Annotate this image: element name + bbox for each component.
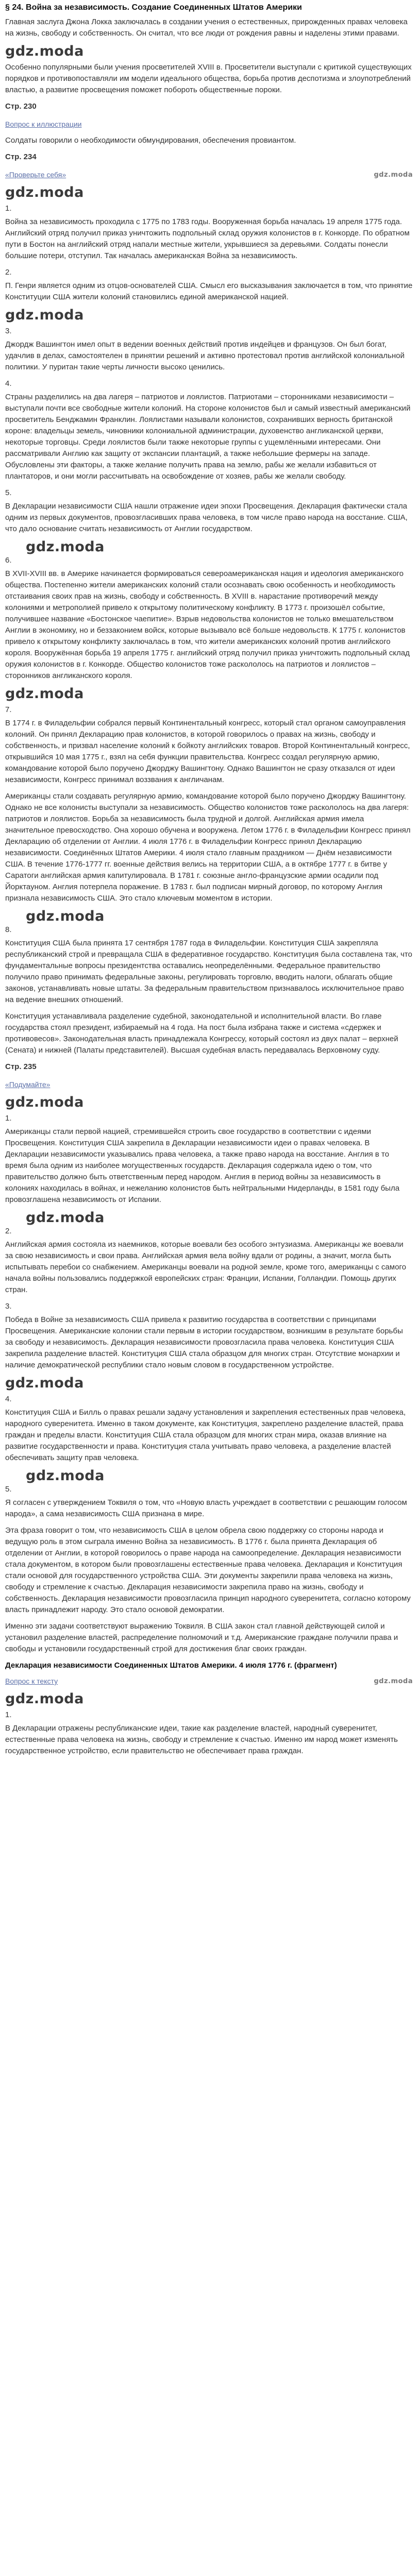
- answer-block: [5, 1484, 413, 1520]
- answer-text: В XVII-XVIII вв. в Америке начинается формироваться североамериканская нация и идеология американского общества. Постепенно жители американских колоний стали осознавать свою особенность и необходимость отстаивания своих прав на жизнь, свободу и собственность. В XVIII в. нарастание противоречий между колониями и метрополией привело к открытому политическому конфликту. В 1773 г. произошёл событие, получившее название «Бостонское чаепитие». Взрыв недовольства колонистов не только вмешательством Англии в экономику, но и беззаконием войск, которые вызывало всё больше недовольств. К 1775 г. колонистов привело к открытому конфликту заключалась в том, что жители американских колоний против английского короля. Вооружённая борьба 19 апреля 1775 г. английский отряд получил приказ уничтожить подпольный склад оружия колонистов в г. Конкорде. Общество колонистов тоже раскололось на патриотов и лоялистов – сторонников англиканского короля.: [5, 569, 410, 680]
- answer-text: В 1774 г. в Филадельфии собрался первый Континентальный конгресс, который стал органом самоуправления колоний. Он принял Декларацию прав колонистов, в которой говорилось о правах на жизнь, свободу и собственность, и призвал население колоний к бойкоту английских товаров. Второй Континентальный конгресс, открывшийся 10 мая 1775 г., взял на себя функции правительства. Конгресс создал регулярную армию, командование которой было поручено Джорджу Вашингтону. Однако Вашингтон не сразу отказался от идеи независимости, Конгресс принимал воззвания к англичанам.: [5, 719, 410, 784]
- answer-block: [5, 326, 413, 373]
- watermark-logo: gdz.moda: [5, 43, 84, 59]
- illustration-answer: Солдаты говорили о необходимости обмундирования, обеспечения провиантом.: [5, 136, 296, 145]
- answer-number: 5.: [5, 1485, 12, 1494]
- think-link[interactable]: «Подумайте»: [5, 1080, 51, 1089]
- answer-number: 8.: [5, 925, 12, 934]
- answer-block: [5, 1301, 413, 1371]
- answer-block: [5, 203, 413, 262]
- answer-number: 2.: [5, 268, 12, 277]
- answer-block: [5, 1525, 413, 1616]
- answer-text: Эта фраза говорит о том, что независимость США в целом обрела свою поддержку со стороны народа и ведущую роль в этом сыграла именно Война за независимость. В 1776 г. была принята Декларация об отделении от Англии, в которой говорилось о праве народа на самоопределение. Декларация независимости стала документом, в котором были провозглашены естественные права человека. Декларация и Конституция стали основой для государственного устройства США. Эти документы закрепили права человека на жизнь, свободу и стремление к счастью. Декларация независимости закрепила право на жизнь, свободу и собственность. Декларация независимости провозгласила принцип народного суверенитета, согласно которому власть принадлежит народу. Это стало основой демократии.: [5, 1526, 411, 1614]
- answer-text: Я согласен с утверждением Токвиля о том, что «Новую власть учреждает в соответствии с решающим голосом народа», а сама независимость США признана в мире.: [5, 1498, 407, 1518]
- answer-text: В Декларации независимости США нашли отражение идеи эпохи Просвещения. Декларация фактически стала одним из первых документов, провозгласивших права человека, в том числе право народа на восстание. США, что дало основание считать независимость от Англии государством.: [5, 502, 408, 533]
- watermark-logo: gdz.moda: [5, 307, 84, 323]
- answer-text: П. Генри является одним из отцов-основателей США. Смысл его высказывания заключается в том, что принятие Конституции США жители колоний становились единой американской нацией.: [5, 281, 413, 301]
- answer-text: Страны разделились на два лагеря – патриотов и лоялистов. Патриотами – сторонниками независимости – выступали почти все свободные жители колоний. На стороне колонистов был и самый известный американский просветитель Бенджамин Франклин. Лоялистами называли колонистов, сохранивших верность британской короне: владельцы земель, чиновники колониальной администрации, духовенство англиканской церкви, некоторые торговцы. Среди лоялистов были также некоторые группы с ущемлёнными интересами. Они рассматривали Англию как защиту от экспансии плантаций, а также небольшие фермеры на западе. Обусловлены эти факторы, а также желание получить права на землю, рабы же желали избавиться от плантаторов, и они могли рассчитывать на освобождение от хозяев, рабы же желали свободу.: [5, 393, 411, 481]
- answer-block: [5, 791, 413, 904]
- answer-text: Английская армия состояла из наемников, которые воевали без особого энтузиазма. Американцы же воевали за свою независимость и свои права. Английская армия вела войну вдали от родины, а значит, могла быть испытывать перебои со снабжением. Американцы воевали на родной земле, кроме того, американцы с самого начала войны пользовались поддержкой европейских стран: Франции, Испании, Голландии. Помощь других стран.: [5, 1240, 406, 1294]
- answer-number: 6.: [5, 556, 12, 565]
- answer-block: [5, 1226, 413, 1296]
- answer-number: 4.: [5, 1395, 12, 1403]
- watermark-logo: gdz.moda: [26, 1468, 105, 1484]
- answer-number: 3.: [5, 327, 12, 335]
- intro-paragraph-1: Главная заслуга Джона Локка заключалась в создании учения о естественных, прирожденных правах человека на жизнь, свободу и собственность. Он считал, что все люди от рождения равны и наделены этими правами.: [5, 18, 408, 38]
- watermark-logo: gdz.moda: [26, 539, 105, 555]
- answer-block: [5, 1011, 413, 1056]
- answer-text: Конституция США была принята 17 сентября 1787 года в Филадельфии. Конституция США закрепляла республиканский строй и превращала США в федеративное государство. Конституция была составлена так, что фундаментальные вопросы президентства оставались неопределёнными. Федеральное правительство получило право принимать федеральные законы, регулировать торговлю, вводить налоги, облагать общие законов, устанавливать новые штаты. За федеральным правительством признавалось исключительное право на ведение внешних отношений.: [5, 939, 412, 1004]
- answer-number: 2.: [5, 1227, 12, 1235]
- answer-number: 1.: [5, 1710, 12, 1719]
- watermark-logo: gdz.moda: [5, 686, 84, 702]
- page-ref-234: Стр. 234: [5, 152, 37, 161]
- answer-block: [5, 1709, 413, 1757]
- answer-number: 3.: [5, 1302, 12, 1311]
- answer-text: Американцы стали первой нацией, стремившейся строить свое государство в соответствии с идеями Просвещения. Конституция США закрепила в Декларации независимости идеи о правах человека. В Декларации независимости указывались права человека, а также право народа на восстание. Англия в то время была одним из наиболее могущественных государств. Декларация содержала идею о том, что правительство должно быть ответственным перед народом. Англия в период войны за независимость в колониях находилась в войнах, и нежеланию колонистов быть нейтральными Нидерланды, в 1581 году была провозглашена независимость от Испании.: [5, 1127, 400, 1204]
- page-title: § 24. Война за независимость. Создание Соединенных Штатов Америки: [5, 3, 302, 12]
- watermark-logo-small: gdz.moda: [374, 171, 413, 179]
- watermark-logo: gdz.moda: [5, 1375, 84, 1391]
- answer-text: Победа в Войне за независимость США привела к развитию государства в соответствии с принципами Просвещения. Американские колонии стали первым в истории государством, возникшим в результате борьбы за свободу и независимость. Декларация независимости провозгласила права человека. Конституция США закрепила разделение властей. Конституция США стала образцом для многих стран. Отсутствие монархии и наличие демократической республики стало новым словом в государственном устройстве.: [5, 1315, 403, 1369]
- answer-number: 5.: [5, 488, 12, 497]
- answer-number: 4.: [5, 379, 12, 388]
- intro-paragraph-2: Особенно популярными были учения просветителей XVIII в. Просветители выступали с критикой существующих порядков и противопоставляли им модели идеального общества, борьба против деспотизма и злоупотреблений властью, а развитие просвещения поможет побороть общественные пороки.: [5, 63, 412, 94]
- answer-text: Именно эти задачи соответствуют выражению Токвиля. В США закон стал главной действующей силой и установил разделение властей, распределение полномочий и т.д. Американские граждане получили права и свободы и установили государственный строй для достижения благ своих граждан.: [5, 1622, 398, 1653]
- watermark-logo: gdz.moda: [5, 1691, 84, 1707]
- answer-block: [5, 1394, 413, 1464]
- answer-text: Джордж Вашингтон имел опыт в ведении военных действий против индейцев и французов. Он был богат, удачлив в делах, самостоятелен в принятии решений и активно протестовал против английской колониальной политики. У пуритан такие черты личности высоко ценились.: [5, 340, 405, 371]
- answer-block: [5, 487, 413, 535]
- watermark-logo: gdz.moda: [5, 184, 84, 200]
- text-question-link[interactable]: Вопрос к тексту: [5, 1677, 58, 1685]
- answer-block: [5, 267, 413, 303]
- answer-text: Война за независимость проходила с 1775 по 1783 годы. Вооруженная борьба началась 19 апреля 1775 года. Английский отряд получил приказ уничтожить подпольный склад оружия колонистов в г. Конкорде. По обратном пути в Бостон на английский отряд напали местные жители, укрывшиеся за деревьями. Солдаты понесли большие потери, отступил. Так началась американская Война за независимость.: [5, 217, 410, 260]
- answer-number: 1.: [5, 204, 12, 213]
- watermark-logo: gdz.moda: [26, 1210, 105, 1226]
- answer-block: [5, 704, 413, 786]
- answer-number: 7.: [5, 705, 12, 714]
- page-ref-230: Стр. 230: [5, 102, 37, 111]
- check-yourself-link[interactable]: «Проверьте себя»: [5, 171, 66, 179]
- watermark-logo-small: gdz.moda: [374, 1677, 413, 1685]
- answer-block: [5, 924, 413, 1006]
- answer-text: Конституция устанавливала разделение судебной, законодательной и исполнительной власти. Во главе государства стоял президент, избираемый на 4 года. На пост была избрана также и система «сдержек и противовесов». Законодательная власть принадлежала Конгрессу, который состоял из двух палат – верхней (Сената) и нижней (Палаты представителей). Высшая судебная власть передавалась Верховному суду.: [5, 1012, 398, 1055]
- answer-number: 1.: [5, 1114, 12, 1123]
- answer-text: Американцы стали создавать регулярную армию, командование которой было поручено Джорджу Вашингтону. Однако не все колонисты выступали за независимость. Общество колонистов тоже раскололось на два лагеря: патриотов и лоялистов. Борьба за независимость была трудной и долгой. Английская армия имела значительное превосходство. Она хорошо обучена и вооружена. Летом 1776 г. в Филадельфии Конгресс принял Декларацию об отделении от Англии. 4 июля 1776 г. в Филадельфии Конгресс принял Декларацию независимости. Соединённых Штатов Америки. 4 июля стало главным праздником — Днём независимости США. В течение 1776-1777 гг. военные действия велись на территории США, а в октябре 1777 г. в битве у Саратоги английская армия капитулировала. В 1781 г. союзные англо-французские армии осадили под Йорктауном. Англия потерпела поражение. В 1783 г. был подписан мирный договор, по которому Англия признала независимость США. Это стало ключевым моментом в истории.: [5, 792, 411, 903]
- answer-block: [5, 555, 413, 682]
- answer-text: В Декларации отражены республиканские идеи, такие как разделение властей, народный суверенитет, естественные права человека на жизнь, свободу и стремление к счастью. Именно им народ может изменять государственное устройство, если правительство не обеспечивает права граждан.: [5, 1724, 398, 1755]
- declaration-heading: Декларация независимости Соединенных Штатов Америки. 4 июля 1776 г. (фрагмент): [5, 1661, 337, 1670]
- answer-text: Конституция США и Билль о правах решали задачу установления и закрепления естественных прав человека, народного суверенитета. Именно в таком документе, как Конституция, закреплено разделение властей, права граждан и пределы власти. Конституция США стала образцом для многих стран мира, оказав влияние на развитие государственности и права. Конституция стала учитывать право человека, а разделение властей обеспечивать защиту прав человека.: [5, 1408, 406, 1462]
- answer-block: [5, 378, 413, 482]
- answer-block: [5, 1621, 413, 1655]
- page-ref-235: Стр. 235: [5, 1062, 37, 1071]
- watermark-logo: gdz.moda: [26, 908, 105, 924]
- answer-block: [5, 1113, 413, 1206]
- watermark-logo: gdz.moda: [5, 1094, 84, 1110]
- illustration-question-link[interactable]: Вопрос к иллюстрации: [5, 120, 82, 128]
